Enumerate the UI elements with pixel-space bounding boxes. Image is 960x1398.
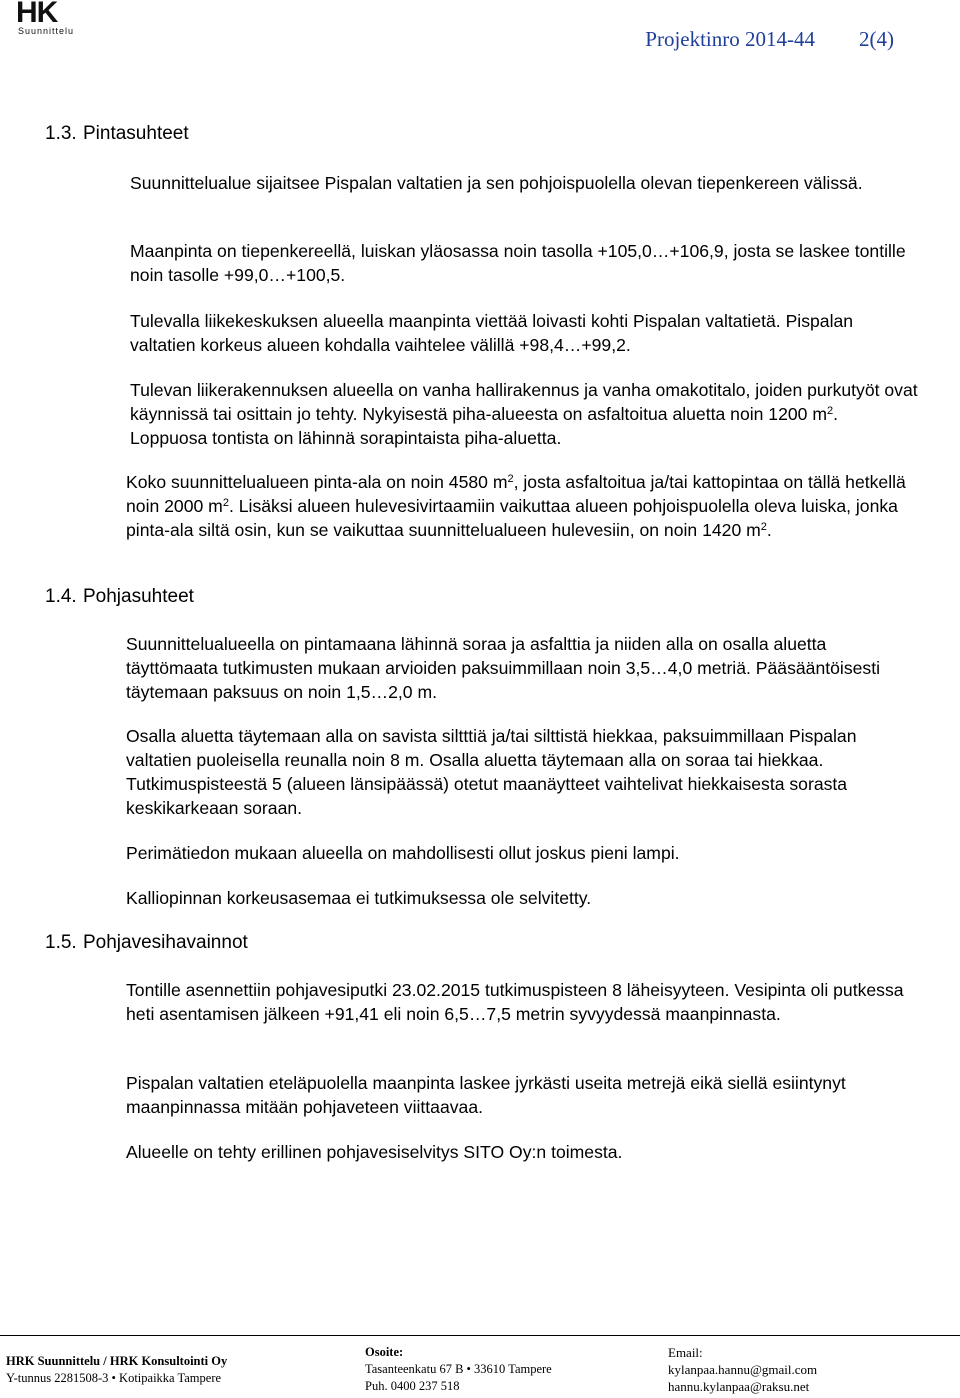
superscript: 2: [760, 521, 767, 533]
footer-email: [668, 1344, 817, 1395]
logo-subtitle: Suunnittelu: [18, 26, 75, 36]
paragraph: Tulevalla liikekeskuksen alueella maanpinta viettää loivasti kohti Pispalan valtatietä. Pispalan valtatien korkeus alueen kohdalla vaihtelee välillä +98,4…+99,2.: [130, 311, 854, 355]
paragraph: [126, 470, 916, 542]
company-name: HRK Suunnittelu / HRK Konsultointi Oy: [6, 1354, 228, 1368]
section-title: Pintasuhteet: [83, 123, 189, 144]
company-logo: [6, 2, 76, 36]
paragraph-text: .: [766, 520, 772, 540]
section-heading-1-5: [45, 932, 248, 954]
paragraph: Suunnittelualueella on pintamaana lähinnä soraa ja asfalttia ja niiden alla on osalla aluetta täyttömaata tutkimusten mukaan arvioiden paksuimmillaan noin 3,5…4,0 metriä. Pääsääntöisesti täytemaan paksuus on noin 1,5…2,0 m.: [126, 634, 880, 702]
superscript: 2: [827, 405, 834, 417]
section-title: Pohjasuhteet: [83, 586, 194, 607]
paragraph: Tontille asennettiin pohjavesiputki 23.02.2015 tutkimuspisteen 8 läheisyyteen. Vesipinta oli putkessa heti asentamisen jälkeen +91,41 eli noin 6,5…7,5 metrin syvyydessä maanpinnasta.: [126, 980, 904, 1024]
paragraph-text: Koko suunnittelualueen pinta-ala on noin 4580 m: [126, 472, 508, 492]
email-link[interactable]: hannu.kylanpaa@raksu.net: [668, 1379, 810, 1394]
section-number: 1.4.: [45, 586, 77, 607]
paragraph: Maanpinta on tiepenkereellä, luiskan yläosassa noin tasolla +105,0…+106,9, josta se laskee tontille noin tasolle +99,0…+100,5.: [130, 241, 906, 285]
project-number: Projektinro 2014-44: [645, 27, 815, 51]
company-id: Y-tunnus 2281508-3 • Kotipaikka Tampere: [6, 1371, 222, 1385]
page-header: [645, 27, 894, 52]
address: Tasanteenkatu 67 B • 33610 Tampere: [365, 1362, 552, 1376]
address-label: Osoite:: [365, 1345, 404, 1359]
paragraph: [130, 378, 920, 450]
footer-address: [365, 1344, 552, 1395]
phone: Puh. 0400 237 518: [365, 1379, 460, 1393]
section-heading-1-4: [45, 586, 194, 608]
paragraph: Osalla aluetta täytemaan alla on savista siltttiä ja/tai silttistä hiekkaa, paksuimmillaan Pispalan valtatien puoleisella reunalla noin 8 m. Osalla aluetta täytemaan alla on soraa tai hiekkaa. Tutkimuspisteestä 5 (alueen länsipäässä) otetut maanäytteet vaihtelivat hiekkaisesta sorasta keskikarkeaan soraan.: [126, 726, 857, 818]
footer-company: [6, 1353, 227, 1387]
paragraph: Perimätiedon mukaan alueella on mahdollisesti ollut joskus pieni lampi.: [126, 843, 680, 863]
paragraph-text: . Lisäksi alueen hulevesivirtaamiin vaikuttaa alueen pohjoispuolella oleva luiska, jonka pinta-ala siltä osin, kun se vaikuttaa suunnittelualueen hulevesiin, on noin 1420 m: [126, 496, 898, 540]
footer-divider: [0, 1335, 960, 1336]
page-number: 2(4): [859, 27, 894, 51]
email-label: Email:: [668, 1345, 703, 1360]
section-heading-1-3: [45, 123, 189, 145]
paragraph: Pispalan valtatien eteläpuolella maanpinta laskee jyrkästi useita metrejä eikä siellä esiintynyt maanpinnassa mitään pohjaveteen viittaavaa.: [126, 1073, 846, 1117]
email-link[interactable]: kylanpaa.hannu@gmail.com: [668, 1362, 818, 1377]
paragraph: Suunnittelualue sijaitsee Pispalan valtatien ja sen pohjoispuolella olevan tiepenkereen välissä.: [130, 173, 863, 193]
paragraph: Kalliopinnan korkeusasemaa ei tutkimuksessa ole selvitetty.: [126, 888, 592, 908]
paragraph-text: , josta asfaltoitua ja/tai kattopintaa on tällä hetkellä noin 2000 m: [126, 472, 906, 516]
superscript: 2: [507, 473, 514, 485]
paragraph-text: . Loppuosa tontista on lähinnä sorapintaista piha-aluetta.: [130, 404, 839, 448]
superscript: 2: [222, 497, 229, 509]
section-number: 1.5.: [45, 932, 77, 953]
logo-mark: HK: [16, 0, 58, 29]
paragraph-text: Tulevan liikerakennuksen alueella on vanha hallirakennus ja vanha omakotitalo, joiden purkutyöt ovat käynnissä tai osittain jo tehty. Nykyisestä piha-alueesta on asfaltoitua aluetta noin 1200 m: [130, 380, 918, 424]
section-number: 1.3.: [45, 123, 77, 144]
paragraph: Alueelle on tehty erillinen pohjavesiselvitys SITO Oy:n toimesta.: [126, 1142, 623, 1162]
section-title: Pohjavesihavainnot: [83, 932, 248, 953]
